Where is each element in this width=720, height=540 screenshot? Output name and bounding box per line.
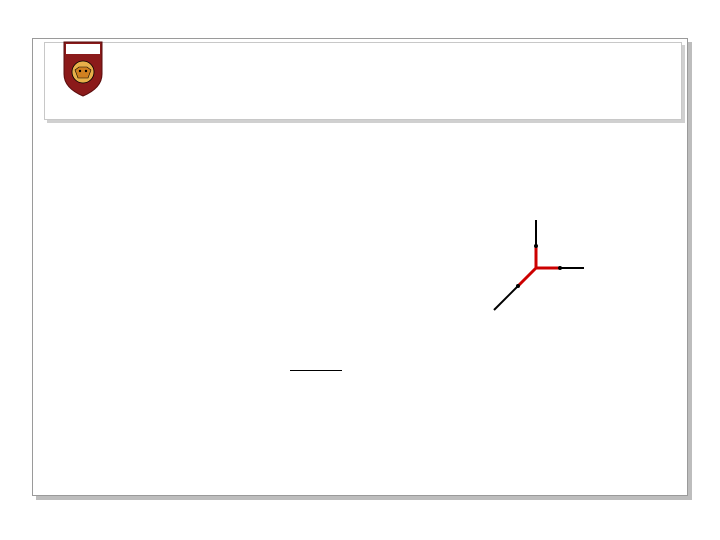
u1-vector: [518, 268, 536, 286]
fraction-bar: [290, 370, 342, 371]
title-bar: [44, 42, 682, 120]
orthonormal-axes-diagram: [460, 180, 680, 360]
university-logo: [44, 40, 124, 116]
